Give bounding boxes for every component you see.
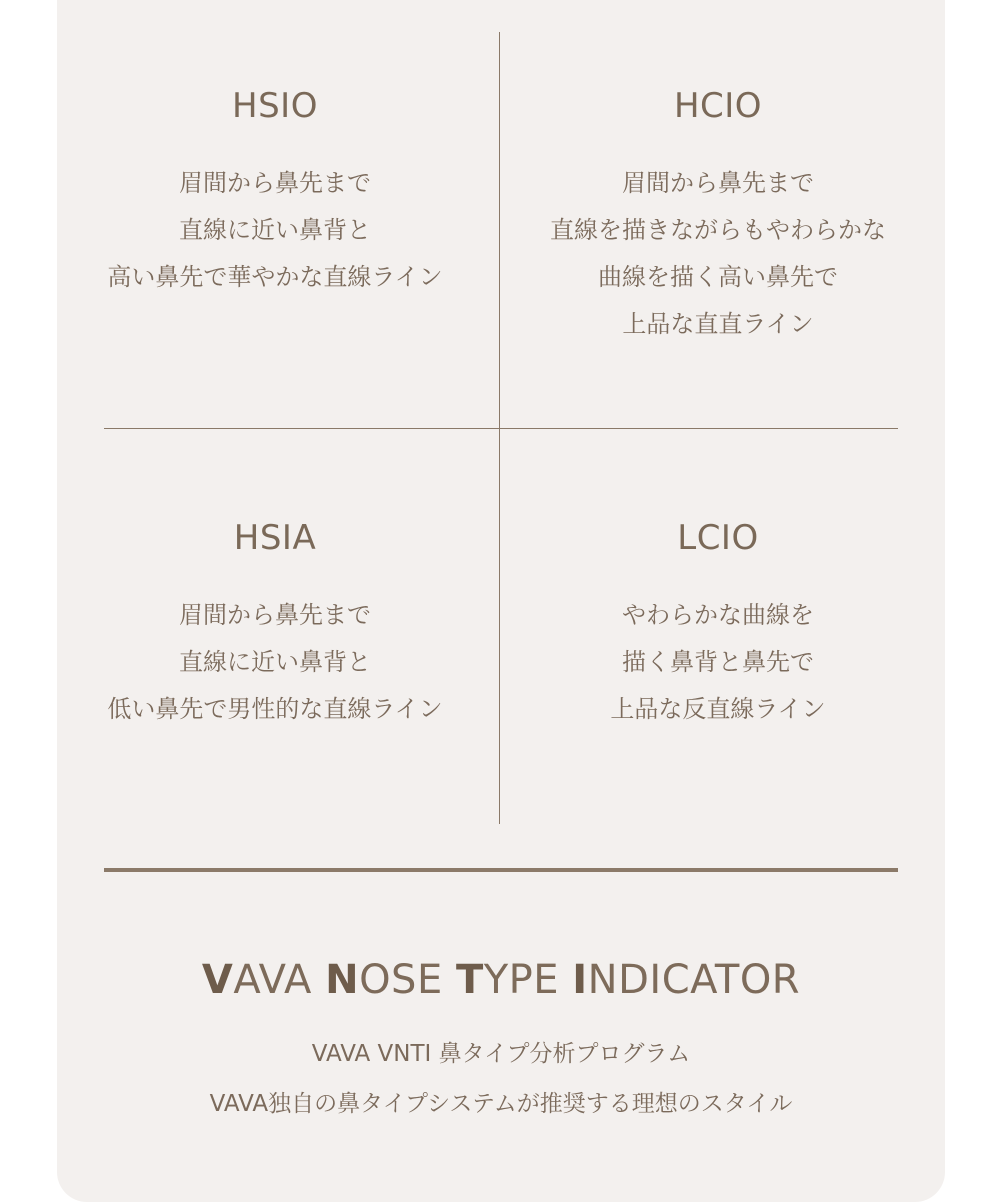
brand-word-rest: AVA [233, 957, 312, 1003]
brand-word-rest: YPE [483, 957, 560, 1003]
quadrant-title: LCIO [677, 518, 759, 558]
brand-initial: V [201, 957, 234, 1003]
quadrant-hsio [77, 86, 473, 301]
quadrant-description-line: 眉間から鼻先まで [179, 169, 371, 197]
subtitle-program: VAVA VNTI 鼻タイプ分析プログラム [311, 1041, 691, 1067]
subtitle-description: VAVA独自の鼻タイプシステムが推奨する理想のスタイル [209, 1091, 793, 1117]
quadrant-description-line: 上品な反直線ライン [610, 695, 826, 723]
quadrant-description-line: 直線を描きながらもやわらかな [550, 216, 886, 244]
quadrant-description-line: 眉間から鼻先まで [179, 601, 371, 629]
quadrant-lcio [520, 518, 916, 733]
quadrant-description-line: やわらかな曲線を [622, 601, 814, 629]
quadrant-description-line: 描く鼻背と鼻先で [622, 648, 814, 676]
brand-title [57, 952, 945, 1008]
quadrant-title: HSIA [233, 518, 317, 558]
quadrant-description-line: 曲線を描く高い鼻先で [598, 263, 838, 291]
brand-initial: N [325, 957, 360, 1003]
brand-word-rest: NDICATOR [587, 957, 801, 1003]
brand-initial: T [455, 957, 484, 1003]
quadrant-description-line: 眉間から鼻先まで [622, 169, 814, 197]
brand-word-rest: OSE [359, 957, 443, 1003]
quadrant-title: HCIO [673, 86, 763, 126]
quadrant-description-line: 低い鼻先で男性的な直線ライン [107, 695, 443, 723]
quadrant-title: HSIO [232, 86, 318, 126]
section-divider [104, 868, 898, 872]
quadrant-description-line: 上品な直直ライン [622, 310, 814, 338]
quadrant-description-line: 直線に近い鼻背と [179, 216, 371, 244]
horizontal-divider [104, 428, 898, 429]
brand-initial: I [572, 957, 588, 1003]
quadrant-hsia [77, 518, 473, 733]
quadrant-hcio [520, 86, 916, 348]
quadrant-description-line: 高い鼻先で華やかな直線ライン [107, 263, 443, 291]
quadrant-description-line: 直線に近い鼻背と [179, 648, 371, 676]
